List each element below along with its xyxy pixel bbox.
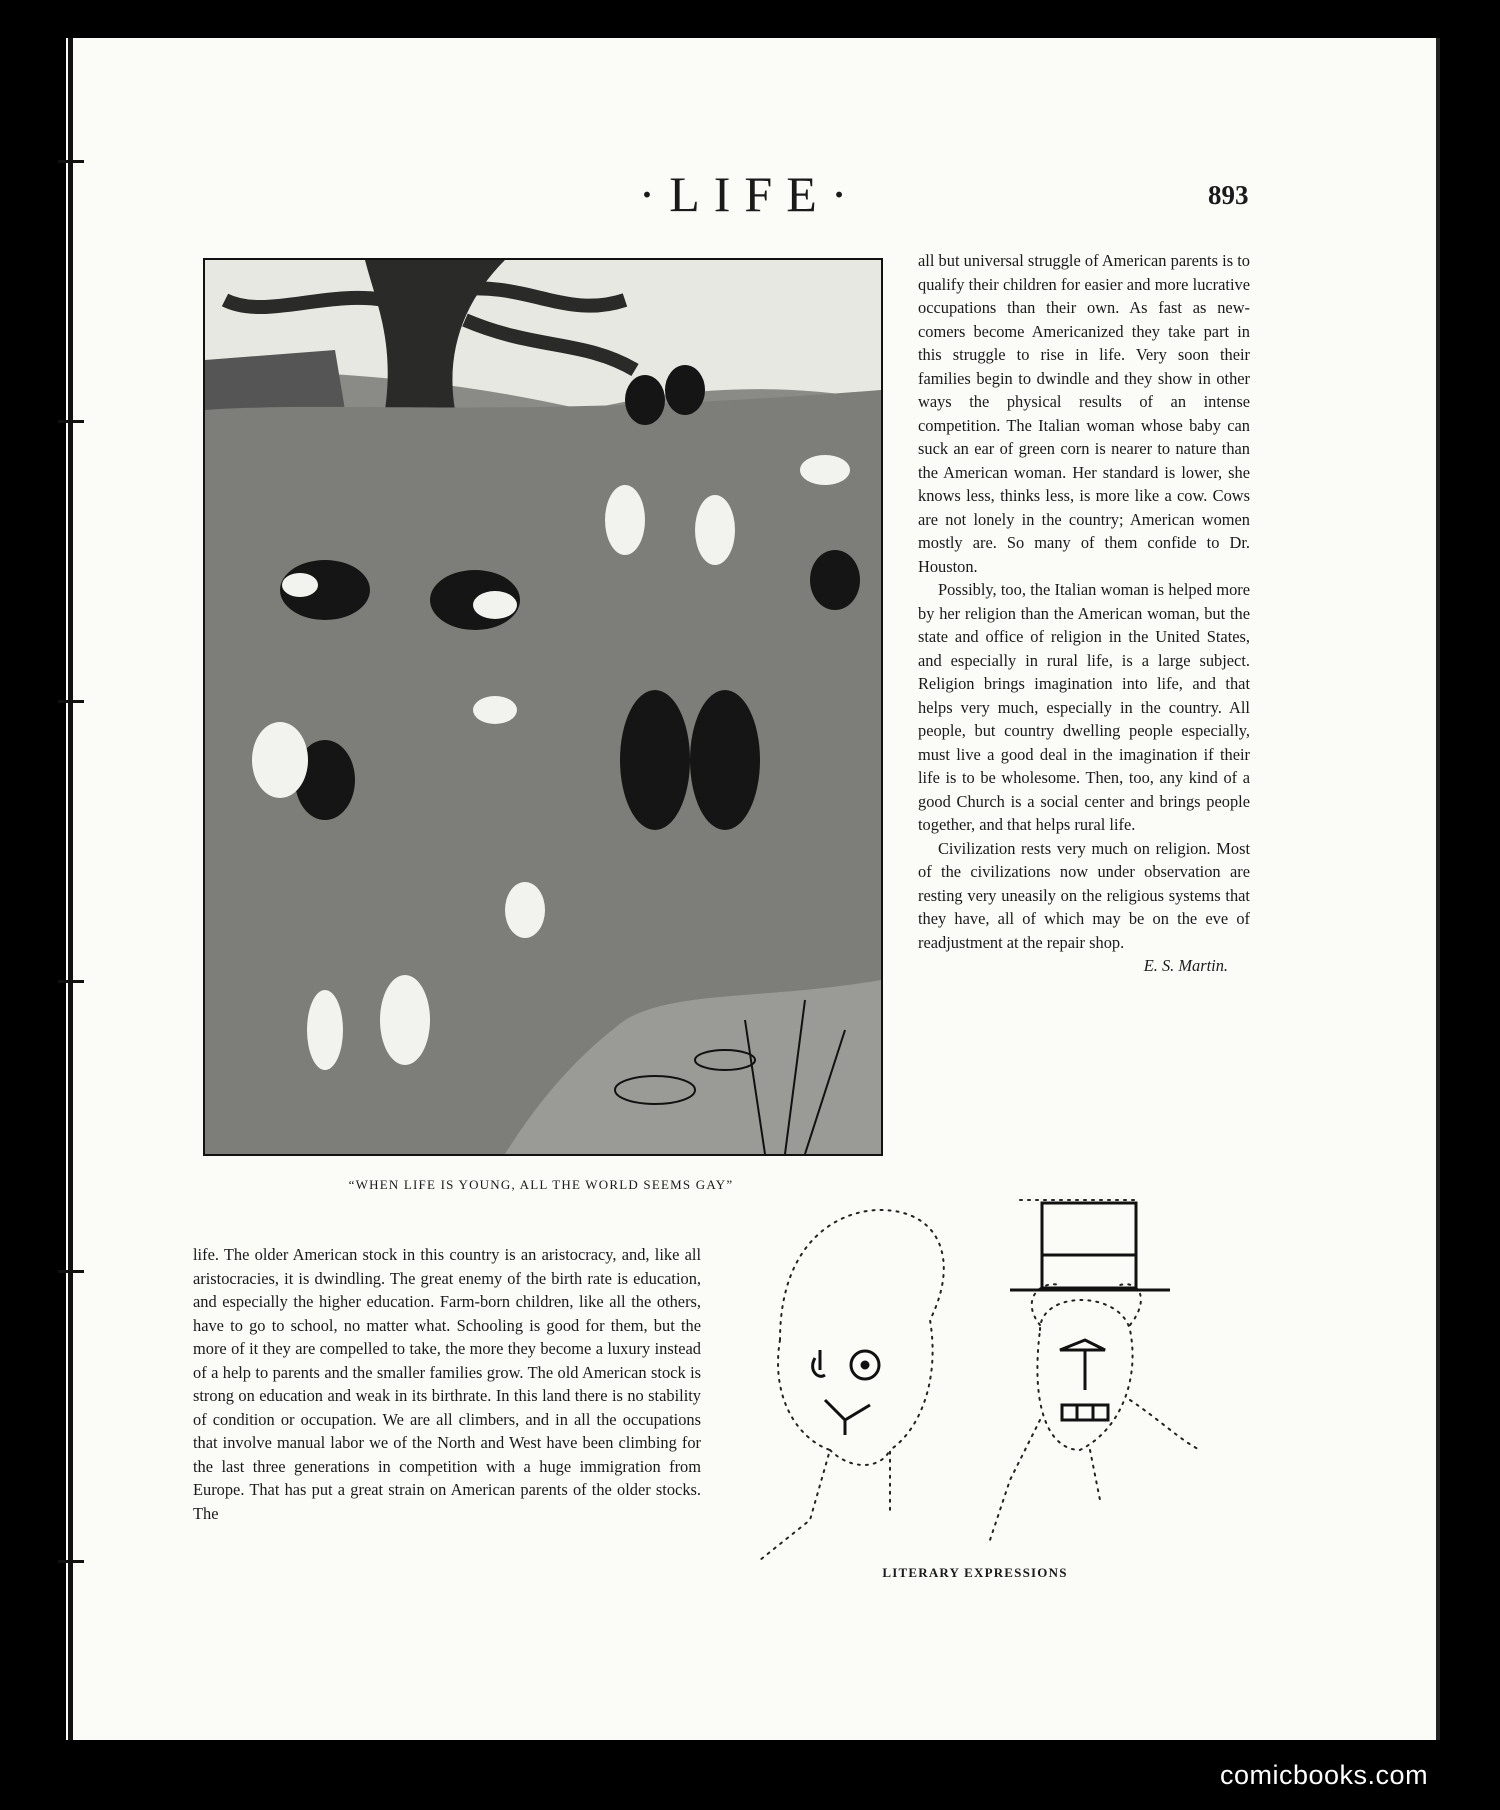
binding-spine [68, 38, 73, 1740]
bottom-article-column [193, 1243, 701, 1525]
illustration-caption: “WHEN LIFE IS YOUNG, ALL THE WORLD SEEMS GAY” [348, 1177, 734, 1192]
source-watermark: comicbooks.com [1220, 1760, 1429, 1790]
cartoon-caption: LITERARY EXPRESSIONS [882, 1565, 1068, 1580]
masthead-title: ·LIFE· [638, 166, 862, 222]
animals-meadow-drawing [205, 260, 881, 1154]
right-article-column [918, 249, 1250, 978]
literary-expressions-cartoon [740, 1180, 1260, 1560]
author-signature: E. S. Martin. [1143, 956, 1228, 975]
cartoon-illustration [203, 258, 883, 1156]
article-paragraph: all but universal struggle of American parents is to qualify their children for easier and more lucrative occupations than their own. As fast as new-comers become Americanized they take part in this struggle to rise in life. Very soon their families begin to dwindle and they show in other ways the physical results of an intense competition. The Italian woman whose baby can suck an ear of green corn is nearer to nature than the American woman. Her standard is lower, she knows less, thinks less, is more like a cow. Cows are not lonely in the country; American women mostly are. So many of them confide to Dr. Houston. [918, 251, 1250, 576]
page-edge [1436, 38, 1440, 1740]
article-paragraph: Civilization rests very much on religion. Most of the civilizations now under observation are resting very uneasily on the religious systems that they have, all of which may be on the eve of readjustment at the repair shop. [918, 838, 1250, 952]
page-number: 893 [1208, 180, 1249, 210]
article-paragraph: life. The older American stock in this country is an aristocracy, and, like all aristocracies, it is dwindling. The great enemy of the birth rate is education, and especially the higher education. Farm-born children, like all the others, have to go to school, no matter what. Schooling is good for them, but the more of it they are compelled to take, the more they become a luxury instead of a help to parents and the smaller families grow. The old American stock is strong on education and weak in its birthrate. In this land there is no stability of condition or occupation. We are all climbers, and in all the occupations that involve manual labor we of the North and West have been climbing for the last three generations in competition with a huge immigration from Europe. That has put a great strain on American parents of the older stocks. The [193, 1245, 701, 1523]
article-paragraph: Possibly, too, the Italian woman is helped more by her religion than the American woman, but the state and office of religion in the United States, and especially in rural life, is a large subject. Religion brings imagination into life, and that helps very much, especially in the country. All people, but country dwelling people especially, must live a good deal in the imagination if their life is to be wholesome. Then, too, any kind of a good Church is a social center and brings people together, and that helps rural life. [918, 580, 1250, 834]
dotted-faces-drawing [740, 1180, 1260, 1560]
